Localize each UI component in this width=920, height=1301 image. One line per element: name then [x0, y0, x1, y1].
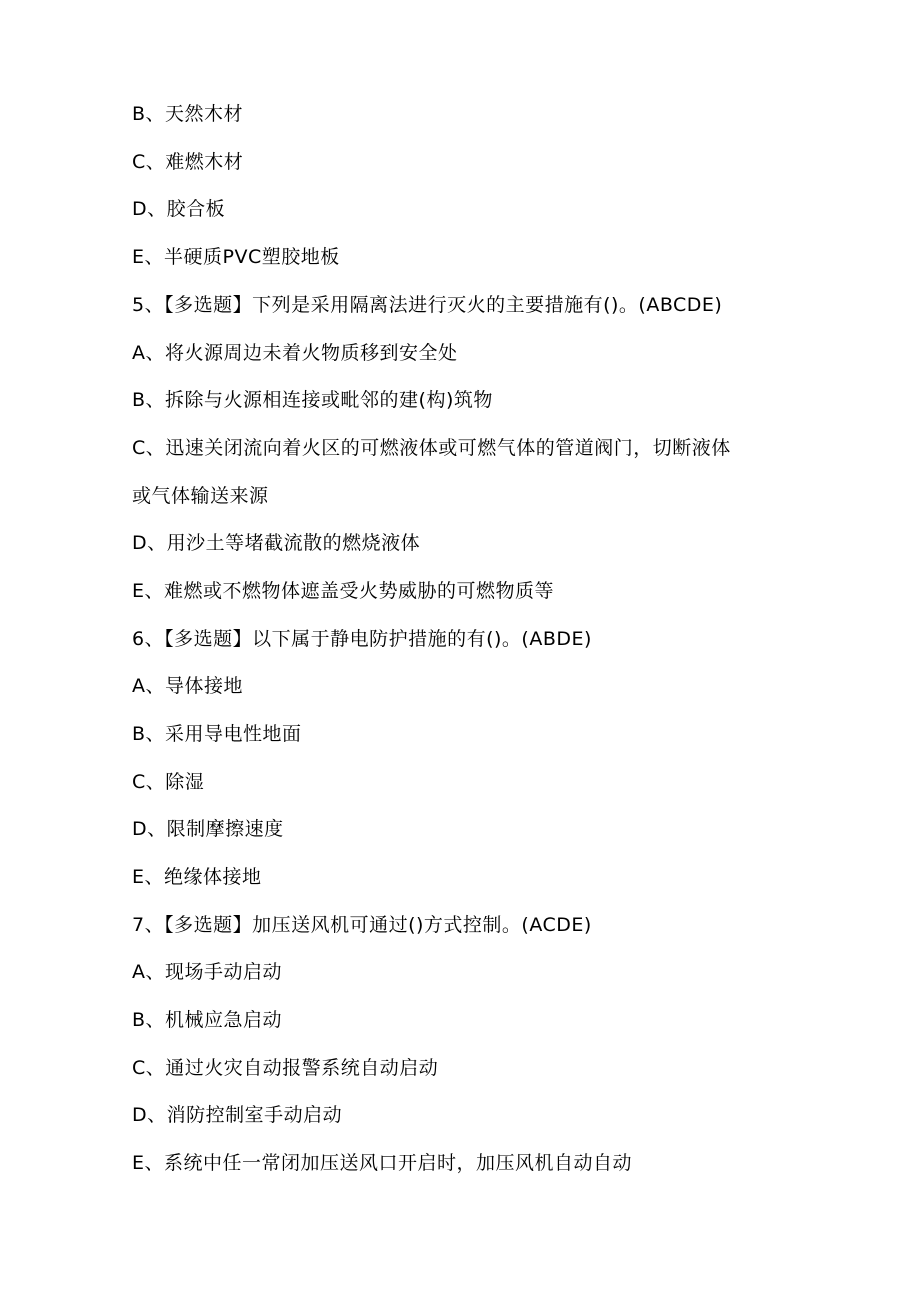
option-line: A、现场手动启动: [132, 961, 282, 983]
question-line: 6、【多选题】以下属于静电防护措施的有()。(ABDE): [132, 628, 592, 650]
option-line: E、绝缘体接地: [132, 866, 262, 888]
option-line: D、用沙土等堵截流散的燃烧液体: [132, 532, 421, 554]
question-line: 7、【多选题】加压送风机可通过()方式控制。(ACDE): [132, 914, 592, 936]
question-line: 5、【多选题】下列是采用隔离法进行灭火的主要措施有()。(ABCDE): [132, 294, 723, 316]
option-line: B、拆除与火源相连接或毗邻的建(构)筑物: [132, 389, 493, 411]
option-line: B、天然木材: [132, 103, 244, 125]
option-line: D、限制摩擦速度: [132, 818, 284, 840]
option-line: C、除湿: [132, 771, 205, 793]
option-line: B、采用导电性地面: [132, 723, 302, 745]
option-line: C、通过火灾自动报警系统自动启动: [132, 1057, 439, 1079]
option-line: E、半硬质PVC塑胶地板: [132, 246, 340, 268]
option-line: B、机械应急启动: [132, 1009, 283, 1031]
option-line: A、将火源周边未着火物质移到安全处: [132, 342, 458, 364]
option-line: D、消防控制室手动启动: [132, 1104, 343, 1126]
option-line: C、迅速关闭流向着火区的可燃液体或可燃气体的管道阀门，切断液体: [132, 437, 731, 459]
option-line-continued: 或气体输送来源: [132, 485, 269, 507]
option-line: A、导体接地: [132, 675, 243, 697]
option-line: E、难燃或不燃物体遮盖受火势威胁的可燃物质等: [132, 580, 555, 602]
option-line: D、胶合板: [132, 198, 226, 220]
option-line: E、系统中任一常闭加压送风口开启时，加压风机自动自动: [132, 1152, 633, 1174]
option-line: C、难燃木材: [132, 151, 244, 173]
